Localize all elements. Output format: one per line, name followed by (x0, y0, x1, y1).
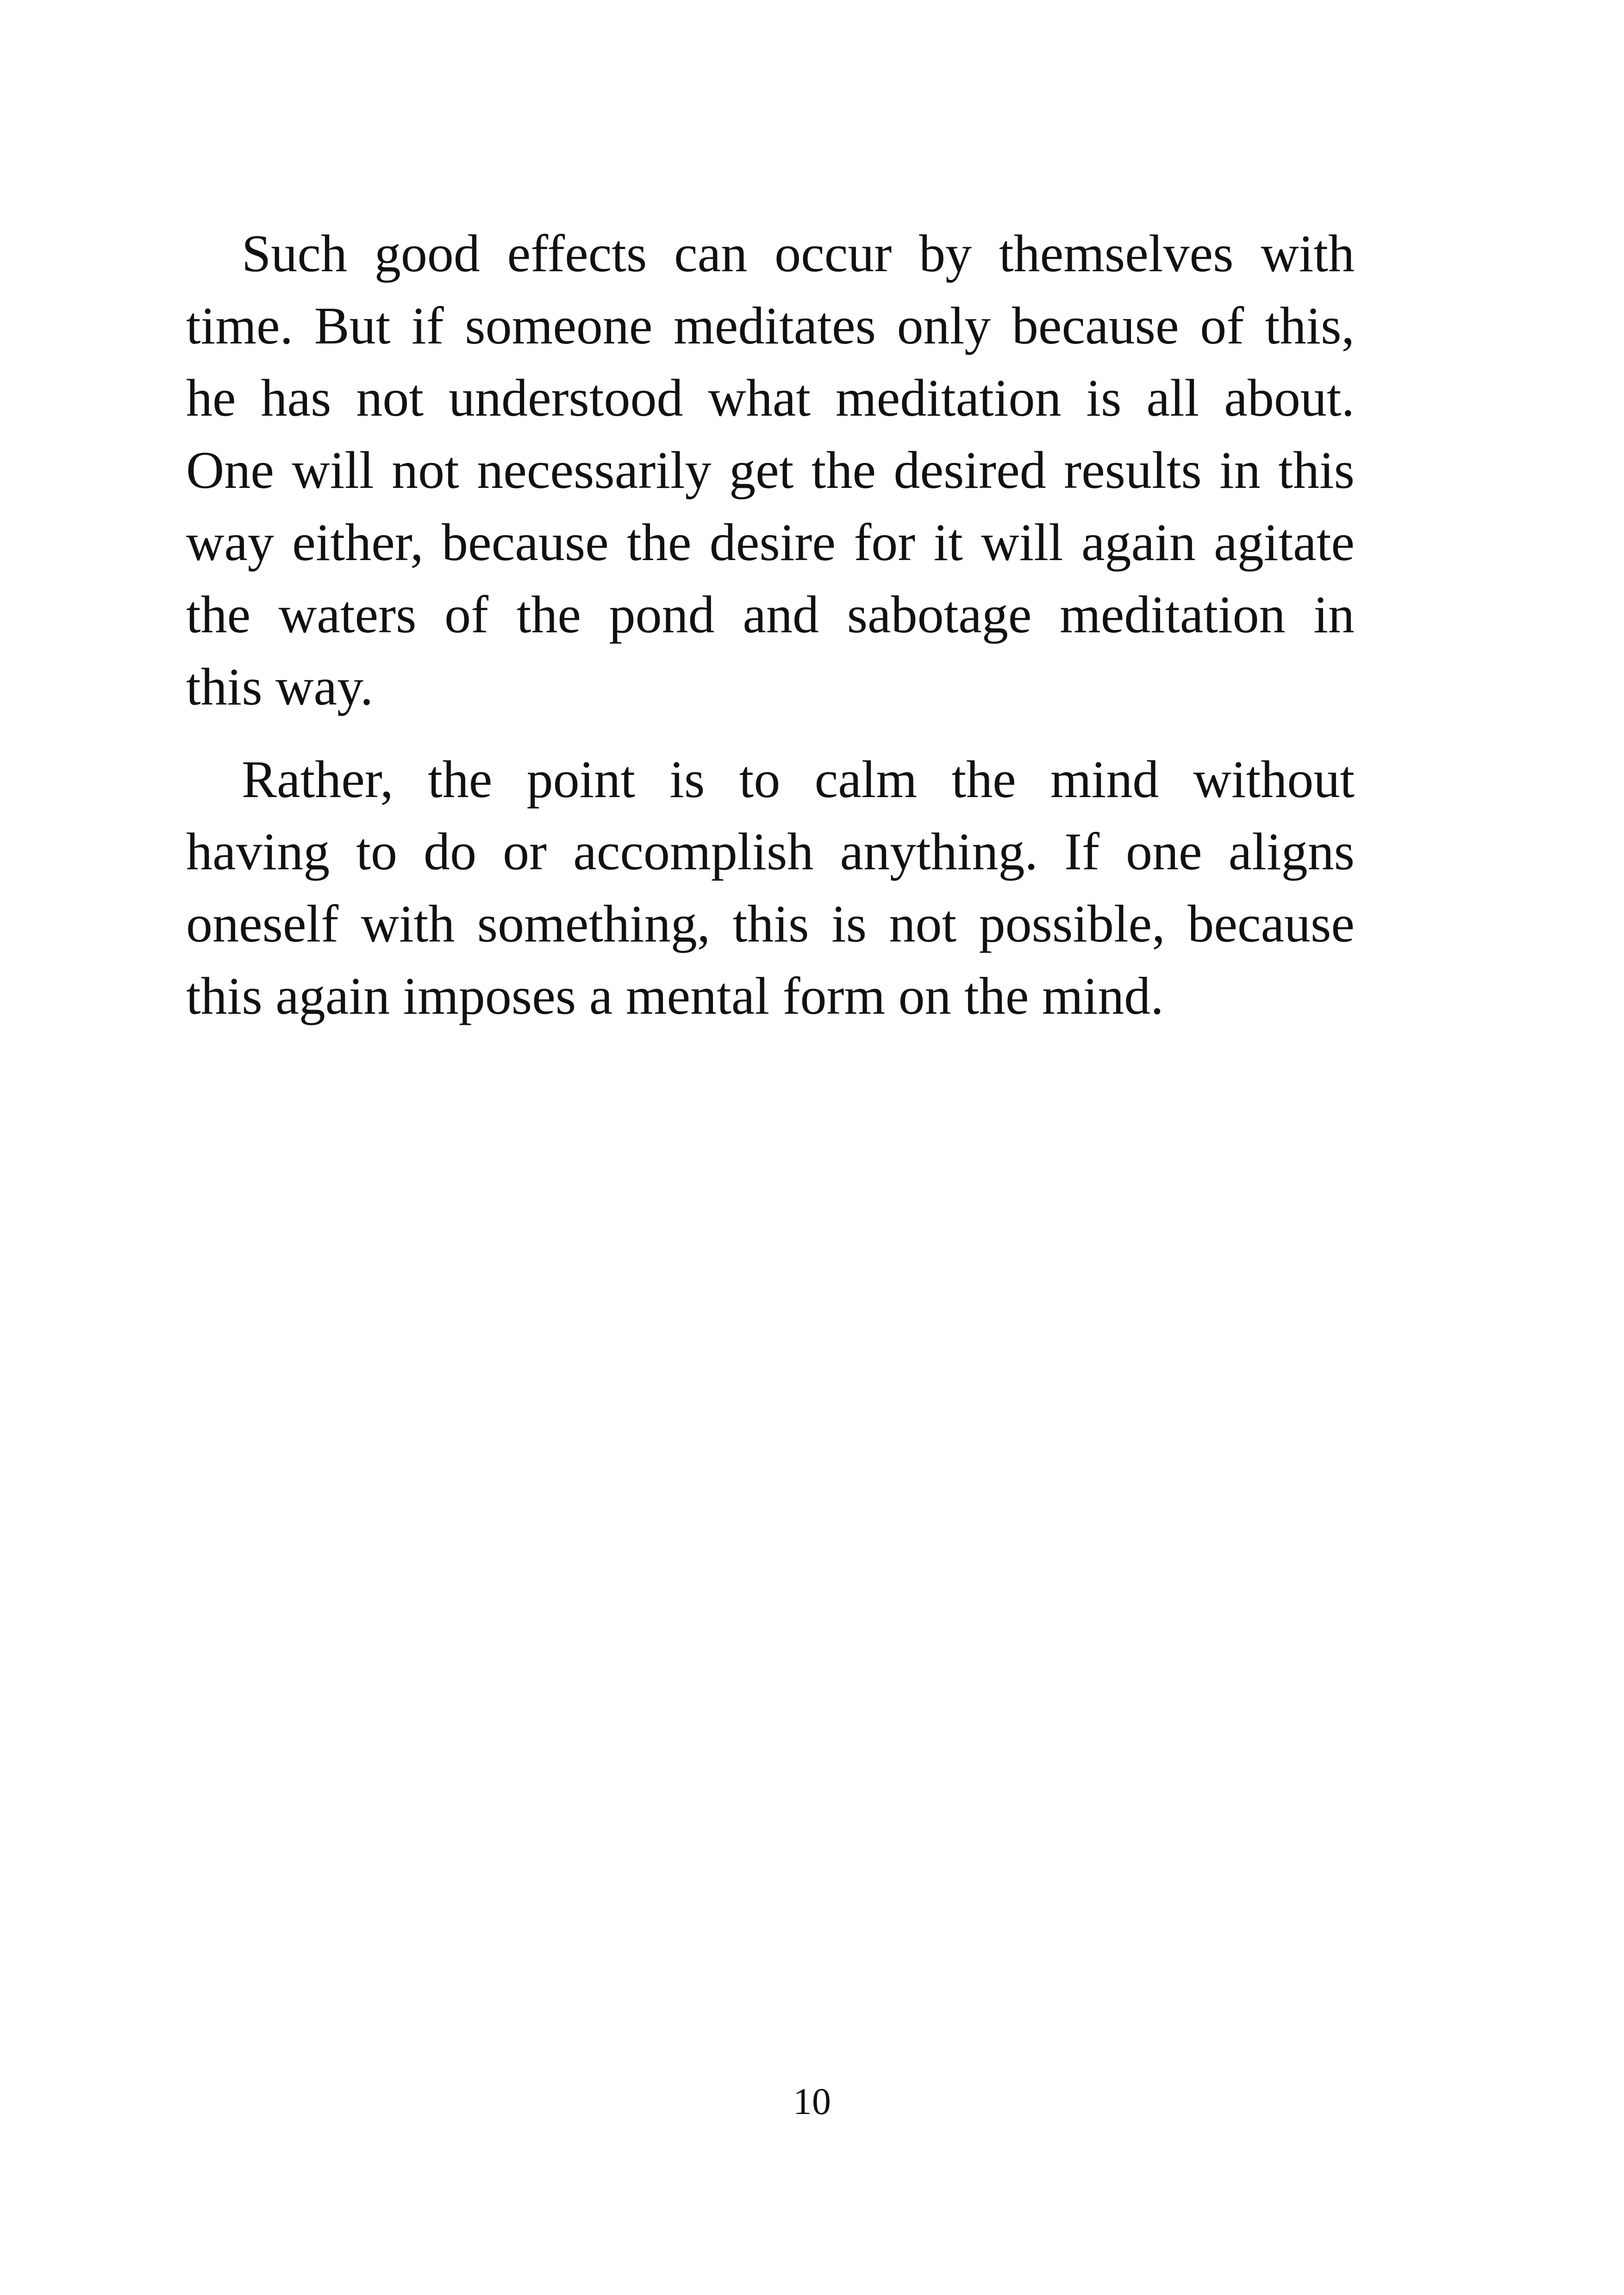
text-line: Such good effects can occur by themselves with (242, 224, 1355, 283)
text-line: way either, because the desire for it will again agitate (186, 513, 1355, 572)
paragraph-2 (186, 743, 1355, 1032)
text-line: Rather, the point is to calm the mind without (242, 750, 1355, 809)
text-line: the waters of the pond and sabotage meditation in (186, 585, 1355, 644)
text-line: this again imposes a mental form on the mind. (186, 967, 1164, 1025)
paragraph-1 (186, 218, 1355, 723)
text-line: this way. (186, 657, 374, 716)
page-number: 10 (793, 2080, 831, 2122)
text-line: oneself with something, this is not possible, because (186, 894, 1355, 953)
text-line: One will not necessarily get the desired results in this (186, 441, 1355, 499)
text-line: he has not understood what meditation is all about. (186, 368, 1355, 427)
body-text (186, 218, 1355, 1032)
paragraph-spacer (186, 723, 1355, 743)
text-line: having to do or accomplish anything. If one aligns (186, 822, 1355, 881)
text-line: time. But if someone meditates only because of this, (186, 296, 1355, 355)
